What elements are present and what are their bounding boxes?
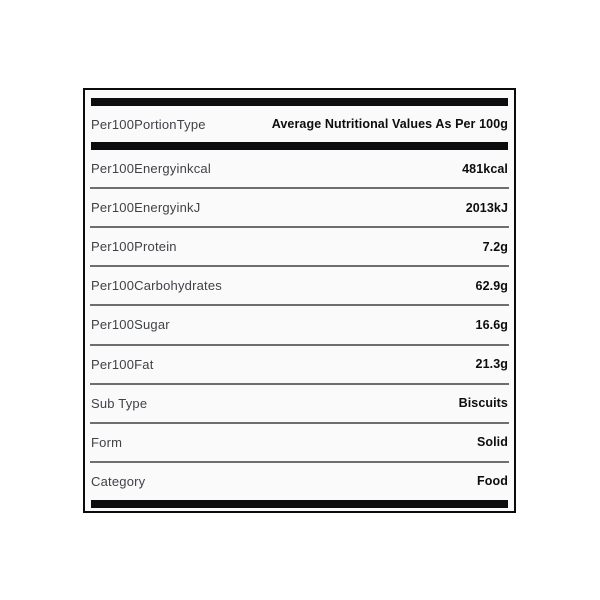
row-label: Category [91, 473, 146, 489]
row-label: Form [91, 434, 123, 450]
header-value: Average Nutritional Values As Per 100g [271, 117, 508, 131]
row-value: Food [477, 474, 508, 489]
table-row [90, 150, 509, 189]
table-row [90, 346, 509, 385]
header-divider-bar [91, 142, 508, 150]
table-row [90, 385, 509, 424]
row-label: Per100Protein [91, 239, 177, 255]
row-label: Per100Fat [91, 356, 154, 372]
row-label: Per100Energyinkcal [91, 161, 211, 177]
row-value: Solid [476, 435, 508, 450]
header-label: Per100PortionType [91, 116, 206, 132]
row-label: Per100Sugar [91, 317, 170, 333]
table-row [90, 306, 509, 345]
row-label: Sub Type [91, 395, 148, 411]
row-value: 16.6g [475, 317, 508, 332]
table-body [90, 150, 509, 500]
row-value: 481kcal [462, 161, 508, 176]
table-row [90, 463, 509, 500]
table-row [90, 267, 509, 306]
table-header-row [90, 106, 509, 142]
row-label: Per100Carbohydrates [91, 278, 222, 294]
bottom-divider-bar [91, 500, 508, 508]
row-label: Per100EnergyinkJ [91, 200, 201, 216]
row-value: 7.2g [482, 239, 508, 254]
top-divider-bar [91, 98, 508, 106]
row-value: 21.3g [475, 357, 508, 372]
row-value: Biscuits [458, 396, 508, 411]
nutrition-table-card [83, 88, 516, 513]
row-value: 2013kJ [465, 200, 508, 215]
table-row [90, 424, 509, 463]
table-row [90, 189, 509, 228]
row-value: 62.9g [475, 278, 508, 293]
table-row [90, 228, 509, 267]
